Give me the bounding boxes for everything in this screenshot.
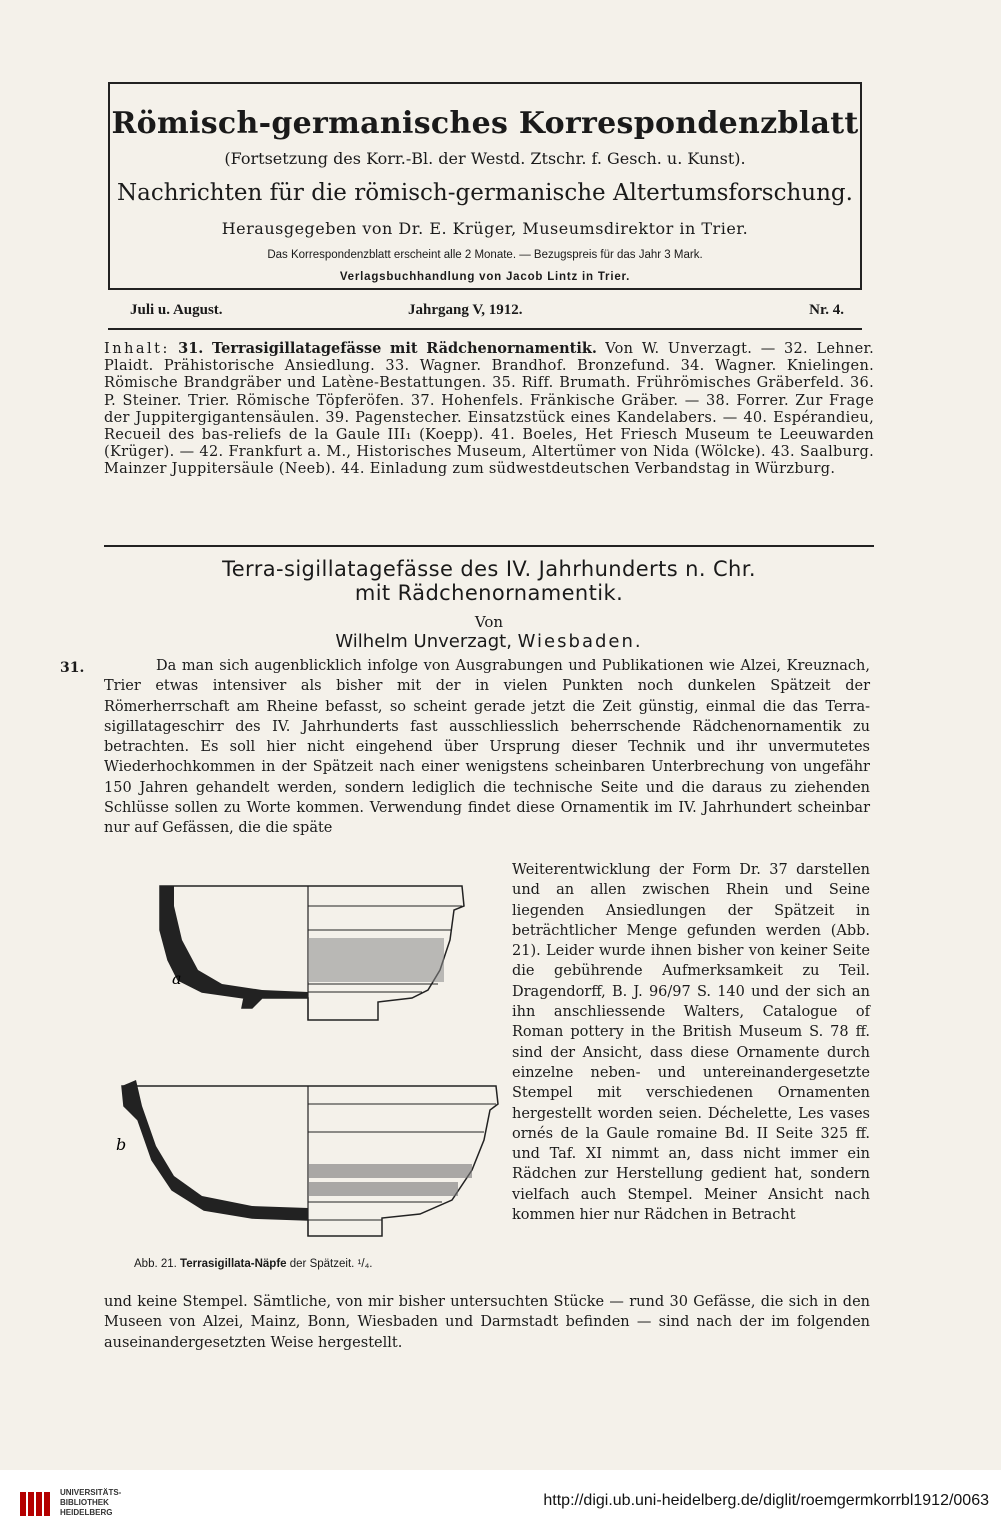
library-name-line1: UNIVERSITÄTS- [60, 1488, 122, 1497]
issue-volume: Jahrgang V, 1912. [408, 302, 523, 318]
journal-subtitle: (Fortsetzung des Korr.-Bl. der Westd. Ztschr. f. Gesch. u. Kunst). [224, 149, 746, 168]
journal-editor: Herausgegeben von Dr. E. Krüger, Museumsdirektor in Trier. [221, 219, 749, 238]
bowl-a-label: a [172, 969, 182, 988]
figure-caption [134, 1258, 372, 1270]
figure-bowls [112, 880, 508, 1250]
paragraph-text: und keine Stempel. Sämtliche, von mir bisher untersuchten Stücke — rund 30 Gefässe, die sich in den Museen von Alzei, Mainz, Bonn, Wiesbaden und Darmstadt befinden — sind nach der im folgenden auseinandergesetzten Weise hergestellt. [104, 1294, 870, 1351]
issue-months: Juli u. August. [130, 302, 223, 318]
article-paragraph-3 [104, 1292, 870, 1353]
article-title-line1: Terra-sigillatagefässe des IV. Jahrhunderts n. Chr. [222, 557, 756, 581]
journal-title: Römisch-germanisches Korrespondenzblatt [111, 106, 859, 141]
author-place: Wiesbaden. [517, 631, 643, 652]
library-logo-icon [18, 1488, 52, 1526]
bowl-b-drawing [122, 1080, 498, 1236]
journal-publisher: Verlagsbuchhandlung von Jacob Lintz in Trier. [339, 271, 631, 283]
bowl-a-drawing [160, 886, 464, 1020]
bowl-b-label: b [116, 1135, 127, 1154]
caption-scale: ¹/₄. [357, 1258, 373, 1270]
article-by: Von [474, 613, 504, 631]
journal-schedule: Das Korrespondenzblatt erscheint alle 2 Monate. — Bezugspreis für das Jahr 3 Mark. [267, 249, 703, 261]
journal-tagline: Nachrichten für die römisch-germanische Altertumsforschung. [117, 180, 853, 206]
issue-number: Nr. 4. [809, 302, 844, 318]
library-name-line3: HEIDELBERG [60, 1508, 113, 1517]
table-of-contents [104, 340, 874, 479]
library-name-line2: BIBLIOTHEK [60, 1498, 109, 1507]
contents-first-entry: 31. Terrasigillatagefässe mit Rädchenornamentik. [178, 340, 597, 357]
contents-label: Inhalt: [104, 341, 170, 357]
issue-line [108, 298, 862, 330]
section-number: 31. [60, 660, 85, 676]
article-paragraph-1 [104, 656, 870, 839]
article-title-line2: mit Rädchenornamentik. [354, 581, 624, 605]
source-url-link[interactable]: http://digi.ub.uni-heidelberg.de/diglit/roemgermkorrbl1912/0063 [543, 1492, 989, 1509]
bowl-drawings [112, 880, 508, 1250]
caption-suffix: der Spätzeit. [289, 1258, 355, 1270]
caption-prefix: Abb. 21. [134, 1258, 177, 1270]
paragraph-text: Weiterentwicklung der Form Dr. 37 darstellen und an allen zwischen Rhein und Seine liegenden Ansiedlungen der Spätzeit in beträchtlicher Menge gefunden werden (Abb. 21). Leider wurde ihnen bisher von keiner Seite die gebührende Aufmerksamkeit zu Teil. Dragendorff, B. J. 96/97 S. 140 und der sich an ihn anschliessende Walters, Catalogue of Roman pottery in the British Museum S. 78 ff. sind der Ansicht, dass diese Ornamente durch einzelne neben- und untereinandergesetzte Stempel mit verschiedenen Ornamenten hergestellt worden seien. Déchelette, Les vases ornés de la Gaule romaine Bd. II Seite 325 ff. und Taf. XI nimmt an, dass nicht immer ein Rädchen zur Herstellung gedient hat, sondern vielfach auch Stempel. Meiner Ansicht nach kommen hier nur Rädchen in Betracht [512, 862, 870, 1224]
article-title [104, 557, 874, 605]
contents-entries: Von W. Unverzagt. — 32. Lehner. Plaidt. Prähistorische Ansiedlung. 33. Wagner. Brandhof. Bronzefund. 34. Wagner. Knielingen. Römische Brandgräber und Latène-Bestattungen. 35. Riff. Brumath. Frührömisches Gräberfeld. 36. P. Steiner. Trier. Römische Töpferöfen. 37. Hohenfels. Fränkische Gräber. — 38. Forrer. Zur Frage der Juppitergigantensäulen. 39. Pagenstecher. Einsatzstück eines Kandelabers. — 40. Espérandieu, Recueil des bas-reliefs de la Gaule III₁ (Koepp). 41. Boeles, Het Friesch Museum te Leeuwarden (Krüger). — 42. Frankfurt a. M., Historisches Museum, Altertümer von Nida (Wölcke). 43. Saalburg. Mainzer Juppitersäule (Neeb). 44. Einladung zum südwestdeutschen Verbandstag in Würzburg. [104, 341, 874, 478]
section-divider [104, 545, 874, 547]
author-name: Wilhelm Unverzagt, [335, 631, 512, 652]
caption-title: Terrasigillata-Näpfe [180, 1258, 287, 1270]
paragraph-text: Da man sich augenblicklich infolge von Ausgrabungen und Publikationen wie Alzei, Kreuznach, Trier etwas intensiver als bisher mit der in vielen Punkten noch dunkelen Spätzeit der Römerherrschaft am Rheine befasst, so scheint gerade jetzt die Zeit günstig, einmal die das Terra-sigillatageschirr des IV. Jahrhunderts fast ausschliesslich beherrschende Rädchenornamentik zu betrachten. Es soll hier nicht eingehend über Ursprung dieser Technik und ihr unvermutetes Wiederhochkommen in der Spätzeit nach einer wenigstens scheinbaren Unterbrechung von ungefähr 150 Jahren gehandelt werden, sondern lediglich die technische Seite und die daraus zu ziehenden Schlüsse sollen zu Worte kommen. Verwendung findet diese Ornamentik im IV. Jahrhundert scheinbar nur auf Gefässen, die die späte [104, 658, 870, 837]
article-author [104, 631, 874, 652]
library-name [60, 1488, 121, 1518]
article-paragraph-2 [512, 860, 870, 1225]
